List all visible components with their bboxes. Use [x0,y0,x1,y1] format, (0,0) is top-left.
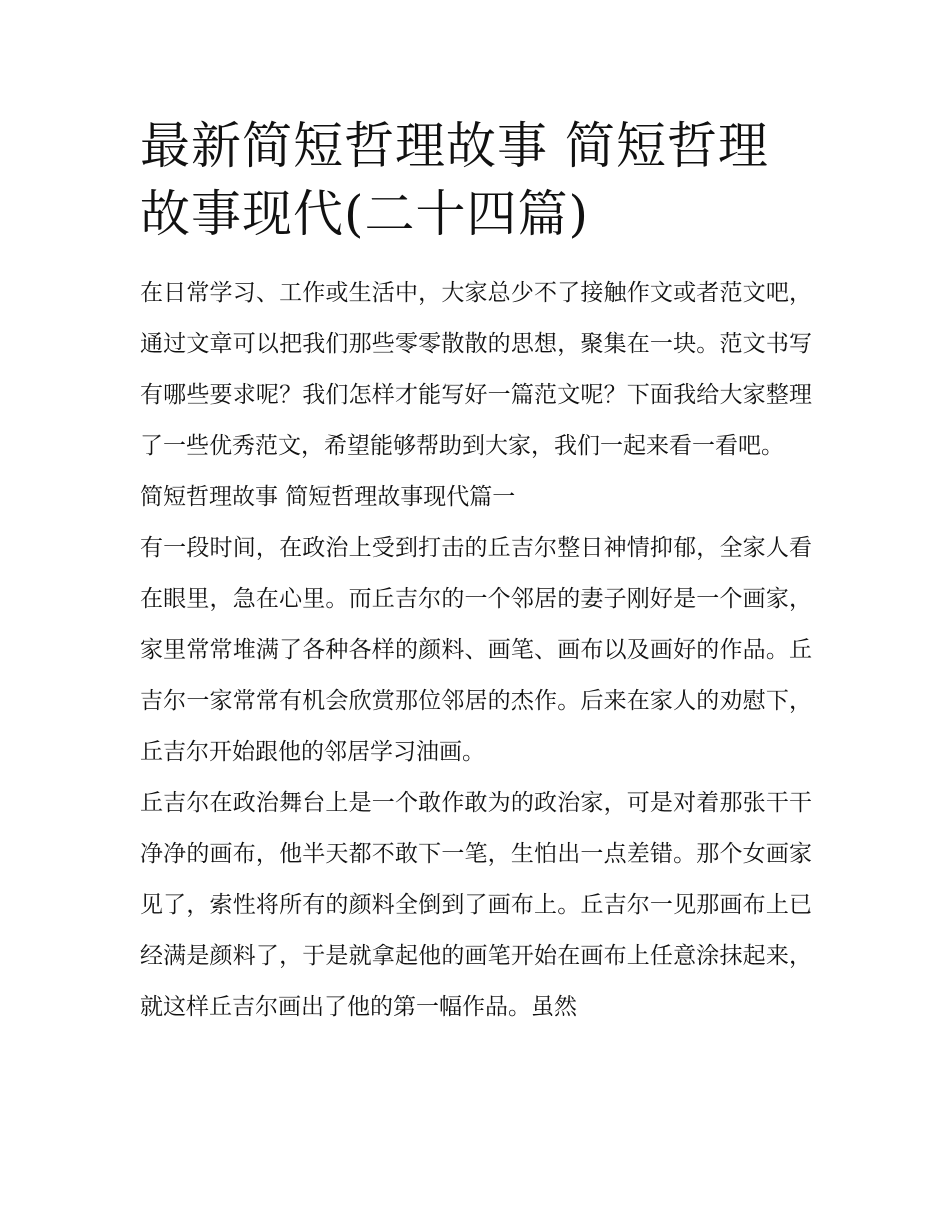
story-paragraph-2: 丘吉尔在政治舞台上是一个敢作敢为的政治家，可是对着那张干干净净的画布，他半天都不敢下一笔，生怕出一点差错。那个女画家见了，索性将所有的颜料全倒到了画布上。丘吉尔一见那画布上已经满是颜料了，于是就拿起他的画笔开始在画布上任意涂抹起来，就这样丘吉尔画出了他的第一幅作品。虽然 [140,790,812,1020]
document-page [140,112,812,1033]
document-body [140,268,812,1033]
document-title: 最新简短哲理故事 简短哲理故事现代(二十四篇) [140,117,769,243]
section-heading: 简短哲理故事 简短哲理故事现代篇一 [140,484,516,510]
story-paragraph-1: 有一段时间，在政治上受到打击的丘吉尔整日神情抑郁，全家人看在眼里，急在心里。而丘吉尔的一个邻居的妻子刚好是一个画家，家里常常堆满了各种各样的颜料、画笔、画布以及画好的作品。丘吉尔一家常常有机会欣赏那位邻居的杰作。后来在家人的劝慰下，丘吉尔开始跟他的邻居学习油画。 [140,535,812,765]
intro-paragraph: 在日常学习、工作或生活中，大家总少不了接触作文或者范文吧，通过文章可以把我们那些零零散散的思想，聚集在一块。范文书写有哪些要求呢？我们怎样才能写好一篇范文呢？下面我给大家整理了一些优秀范文，希望能够帮助到大家，我们一起来看一看吧。 [140,280,812,459]
